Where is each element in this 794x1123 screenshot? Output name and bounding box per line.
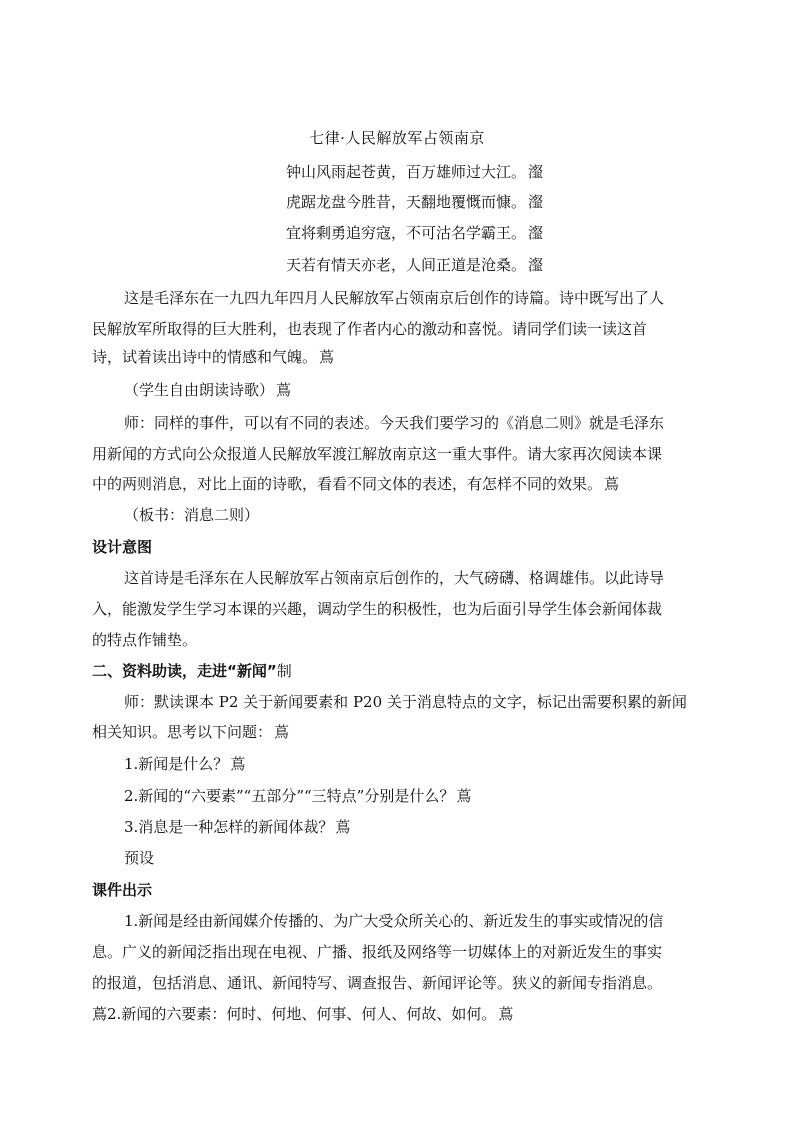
question-2: 2.新闻的“六要素”“五部分”“三特点”分别是什么？ 蔦	[124, 787, 472, 805]
courseware-line-3: 的报道，包括消息、通讯、新闻特写、调查报告、新闻评论等。狭义的新闻专指消息。	[92, 974, 663, 992]
teacher1-line-2: 用新闻的方式向公众报道人民解放军渡江解放南京这一重大事件。请大家再次阅读本课	[92, 445, 663, 463]
teacher1-line-3: 中的两则消息，对比上面的诗歌，看看不同文体的表述，有怎样不同的效果。 蔦	[92, 475, 620, 493]
poem-line-1: 钟山风雨起苍黄，百万雄师过大江。 瀣	[286, 163, 544, 181]
design-line-3: 的特点作铺垫。	[92, 631, 198, 649]
design-line-2: 入，能激发学生学习本课的兴趣，调动学生的积极性，也为后面引导学生体会新闻体裁	[92, 600, 663, 618]
section2-line-1: 师：默读课本 P2 关于新闻要素和 P20 关于消息特点的文字，标记出需要积累的新闻	[124, 693, 687, 711]
courseware-line-1: 1.新闻是经由新闻媒介传播的、为广大受众所关心的、新近发生的事实或情况的信	[124, 912, 664, 930]
board-note: （板书：消息二则）	[124, 506, 260, 524]
poem-title: 七律·人民解放军占领南京	[309, 129, 485, 147]
design-line-1: 这首诗是毛泽东在人民解放军占领南京后创作的，大气磅礴、格调雄伟。以此诗导	[124, 569, 665, 587]
courseware-line-4: 蔦2.新闻的六要素：何时、何地、何事、何人、何故、如何。 蔦	[92, 1005, 514, 1023]
intro-line-2: 民解放军所取得的巨大胜利，也表现了作者内心的激动和喜悦。请同学们读一读这首	[92, 320, 648, 338]
teacher1-line-1: 师：同样的事件，可以有不同的表述。今天我们要学习的《消息二则》就是毛泽东	[124, 414, 665, 432]
section2-heading: 二、资料助读，走进“新闻”制	[92, 662, 292, 680]
section2-line-2: 相关知识。思考以下问题： 蔦	[92, 723, 290, 741]
student-read: （学生自由朗读诗歌） 蔦	[124, 381, 292, 399]
courseware-heading: 课件出示	[92, 881, 153, 899]
poem-line-3: 宜将剩勇追穷寇，不可沽名学霸王。 瀣	[286, 224, 544, 242]
design-heading: 设计意图	[92, 538, 153, 556]
poem-line-2: 虎踞龙盘今胜昔，天翻地覆慨而慷。 瀣	[286, 193, 544, 211]
intro-line-1: 这是毛泽东在一九四九年四月人民解放军占领南京后创作的诗篇。诗中既写出了人	[124, 289, 665, 307]
courseware-line-2: 息。广义的新闻泛指出现在电视、广播、报纸及网络等一切媒体上的对新近发生的事实	[92, 943, 663, 961]
preset-label: 预设	[124, 849, 155, 867]
intro-line-3: 诗，试着读出诗中的情感和气魄。 蔦	[92, 348, 335, 366]
question-1: 1.新闻是什么？ 蔦	[124, 755, 246, 773]
question-3: 3.消息是一种怎样的新闻体裁？ 蔦	[124, 818, 351, 836]
poem-line-4: 天若有情天亦老，人间正道是沧桑。 瀣	[286, 256, 544, 274]
